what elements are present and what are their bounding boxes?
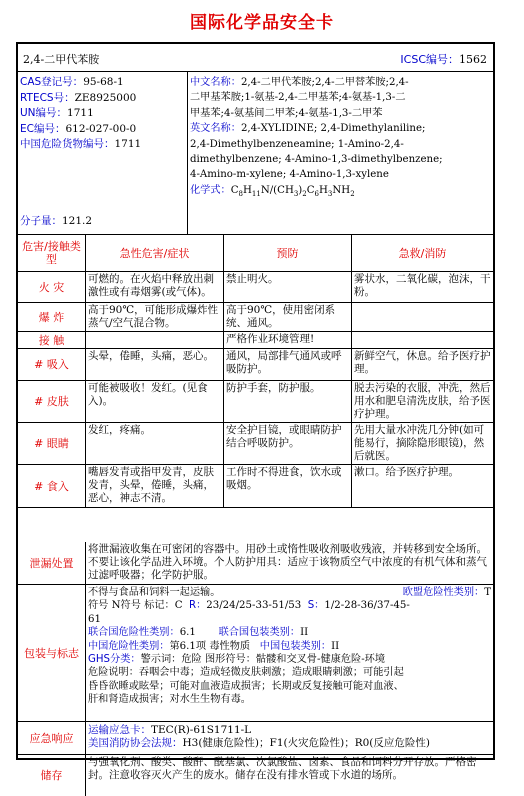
hazard-first-aid: 新鲜空气，休息。给予医疗护理。	[354, 350, 491, 375]
identifiers: CAS登记号：95-68-1 RTECS号：ZE8925000 UN编号：1711 EC编号：612-027-00-0 中国危险货物编号：1711 分子量：121.2	[18, 72, 188, 234]
molecular-weight: 121.2	[62, 215, 93, 227]
hazard-type: # 食入	[18, 465, 86, 507]
storage-text: 与强氧化剂、酸类、酸酐、酰基氯、次氯酸盐、卤素、食品和饲料分开存放。严格密封。注意收容灭火产生的废水。储存在没有排水管或下水道的场所。	[88, 756, 477, 781]
packaging-label: 包装与标志	[18, 585, 86, 721]
cn-dangerous-goods-number: 1711	[114, 138, 142, 150]
hazard-prevention: 禁止明火。	[224, 272, 352, 302]
emergency-section	[18, 722, 493, 755]
hazard-first-aid	[352, 303, 493, 331]
chemical-formula: $C_8H_{11}N/(CH_3)_2C_6H_3NH_2$	[230, 184, 355, 198]
card-title: 国际化学品安全卡	[190, 13, 334, 33]
hazard-prevention: 严格作业环境管理!	[224, 332, 352, 348]
safety-card	[16, 42, 495, 782]
card-header	[18, 44, 493, 72]
hazard-type: # 眼睛	[18, 423, 86, 464]
ec-number: 612-027-00-0	[65, 122, 137, 135]
packaging-section	[18, 585, 493, 722]
hazard-row	[18, 332, 493, 349]
hazard-symptom: 可燃的。在火焰中释放出刺激性或有毒烟雾(或气体)。	[86, 272, 224, 302]
hazard-first-aid	[352, 332, 493, 348]
un-number: 1711	[67, 107, 94, 119]
hazard-table-header	[18, 235, 493, 272]
hazard-row	[18, 465, 493, 508]
hazard-row	[18, 303, 493, 332]
hazard-type: 爆 炸	[18, 303, 86, 331]
hazard-type: 火 灾	[18, 272, 86, 302]
hazard-symptom: 可能被吸收！发红。(见食入)。	[86, 381, 224, 422]
hazard-prevention: 高于90℃，使用密闭系统、通风。	[224, 303, 352, 331]
cas-number: 95-68-1	[83, 76, 124, 88]
hazard-row	[18, 381, 493, 423]
storage-label: 储存	[18, 755, 86, 796]
hazard-symptom: 高于90℃，可能形成爆炸性蒸气/空气混合物。	[86, 303, 224, 331]
english-name: 2,4-XYLIDINE; 2,4-Dimethylaniline;	[240, 123, 426, 135]
hazard-type: # 吸入	[18, 349, 86, 380]
col-first-aid: 急救/消防	[398, 246, 447, 260]
hazard-prevention: 通风，局部排气通风或呼吸防护。	[224, 349, 352, 380]
emergency-label: 应急响应	[18, 722, 86, 754]
col-symptoms: 急性危害/症状	[86, 235, 224, 271]
hazard-prevention: 防护手套，防护服。	[224, 381, 352, 422]
hazard-type: 接 触	[18, 332, 86, 348]
chemical-name: 2,4-二甲代苯胺	[23, 53, 100, 66]
hazard-first-aid: 先用大量水冲洗几分钟(如可能易行，摘除隐形眼镜)，然后就医。	[354, 424, 485, 462]
leak-section	[18, 542, 493, 585]
emergency-text: 运输应急卡：TEC(R)-61S1711-L 美国消防协会法规：H3(健康危险性)；F1(火灾危险性)；R0(反应危险性)	[88, 724, 430, 749]
col-hazard-type: 危害/接触类型	[18, 235, 86, 271]
hazard-row	[18, 349, 493, 381]
hazard-prevention: 工作时不得进食，饮水或吸烟。	[224, 465, 352, 507]
hazard-first-aid: 雾状水，二氧化碳，泡沫，干粉。	[354, 273, 491, 298]
hazard-type: # 皮肤	[18, 381, 86, 422]
chinese-name: 2,4-二甲代苯胺;2,4-二甲替苯胺;2,4-	[240, 77, 409, 88]
hazard-symptom: 发红，疼痛。	[86, 423, 224, 464]
leak-text: 将泄漏液收集在可密闭的容器中。用砂土或惰性吸收剂吸收残液，并转移到安全场所。不要让该化学品进入环境。个人防护用具：适应于该物质空气中浓度的有机气体和蒸气过滤呼吸器；化学防护服。	[88, 543, 487, 581]
hazard-prevention: 安全护目镜，或眼睛防护结合呼吸防护。	[224, 423, 352, 464]
hazard-row	[18, 272, 493, 303]
hazard-row	[18, 423, 493, 465]
names-block: 中文名称：2,4-二甲代苯胺;2,4-二甲替苯胺;2,4- 二甲基苯胺;1-氨基-2,4-二甲基苯;4-氨基-1,3-二 甲基苯;4-氨基间二甲苯;4-氨基-1,3-二甲苯 英文名称：2,4-XYLIDINE; 2,4-Dimethylaniline; 2,4-Dimethylbenzeneamine; 1-Amino-2,4- dimethylbenzene; 4-Amino-1,3-dimethylbenzene; 4-Amino-m-xylene; 4-Amino-1,3-xylene 化学式：$C_8H_{11}N/(CH_3)_2C_6H_3NH_2$	[190, 77, 443, 198]
storage-section	[18, 755, 493, 796]
hazard-symptom: 嘴唇发青或指甲发青，皮肤发青，头晕，倦睡，头痛，恶心，神志不清。	[86, 465, 224, 507]
col-prevention: 预防	[224, 235, 352, 271]
hazard-first-aid: 脱去污染的衣服，冲洗，然后用水和肥皂清洗皮肤，给予医疗护理。	[354, 382, 491, 420]
hazard-symptom	[86, 332, 224, 348]
hazard-symptom: 头晕，倦睡，头痛，恶心。	[86, 349, 224, 380]
icsc-number: ICSC编号：1562	[400, 53, 487, 66]
rtecs-number: ZE8925000	[74, 91, 137, 104]
packaging-text: 不得与食品和饲料一起运输。 欧盟危险性类别：T 符号 N符号 标记：C R：23/24/25-33-51/53 S：1/2-28-36/37-45- 61 联合国危险性类别：6.1 联合国包装类别：II 中国危险性类别：第6.1项 毒性物质 中国包装类别：II GHS分类：警示词：危险 图形符号：骷髅和交叉骨-健康危险-环境 危险说明：吞咽会中毒；造成轻微皮肤刺激；造成眼睛刺激；可能引起 昏昏欲睡或眩晕；可能对血液造成损害；长期或反复接触可能对血液、 肝和肾造成损害；对水生生物有毒。	[88, 587, 491, 706]
hazard-first-aid: 漱口。给予医疗护理。	[354, 466, 459, 478]
identification-section	[18, 72, 493, 235]
leak-label: 泄漏处置	[18, 542, 86, 584]
